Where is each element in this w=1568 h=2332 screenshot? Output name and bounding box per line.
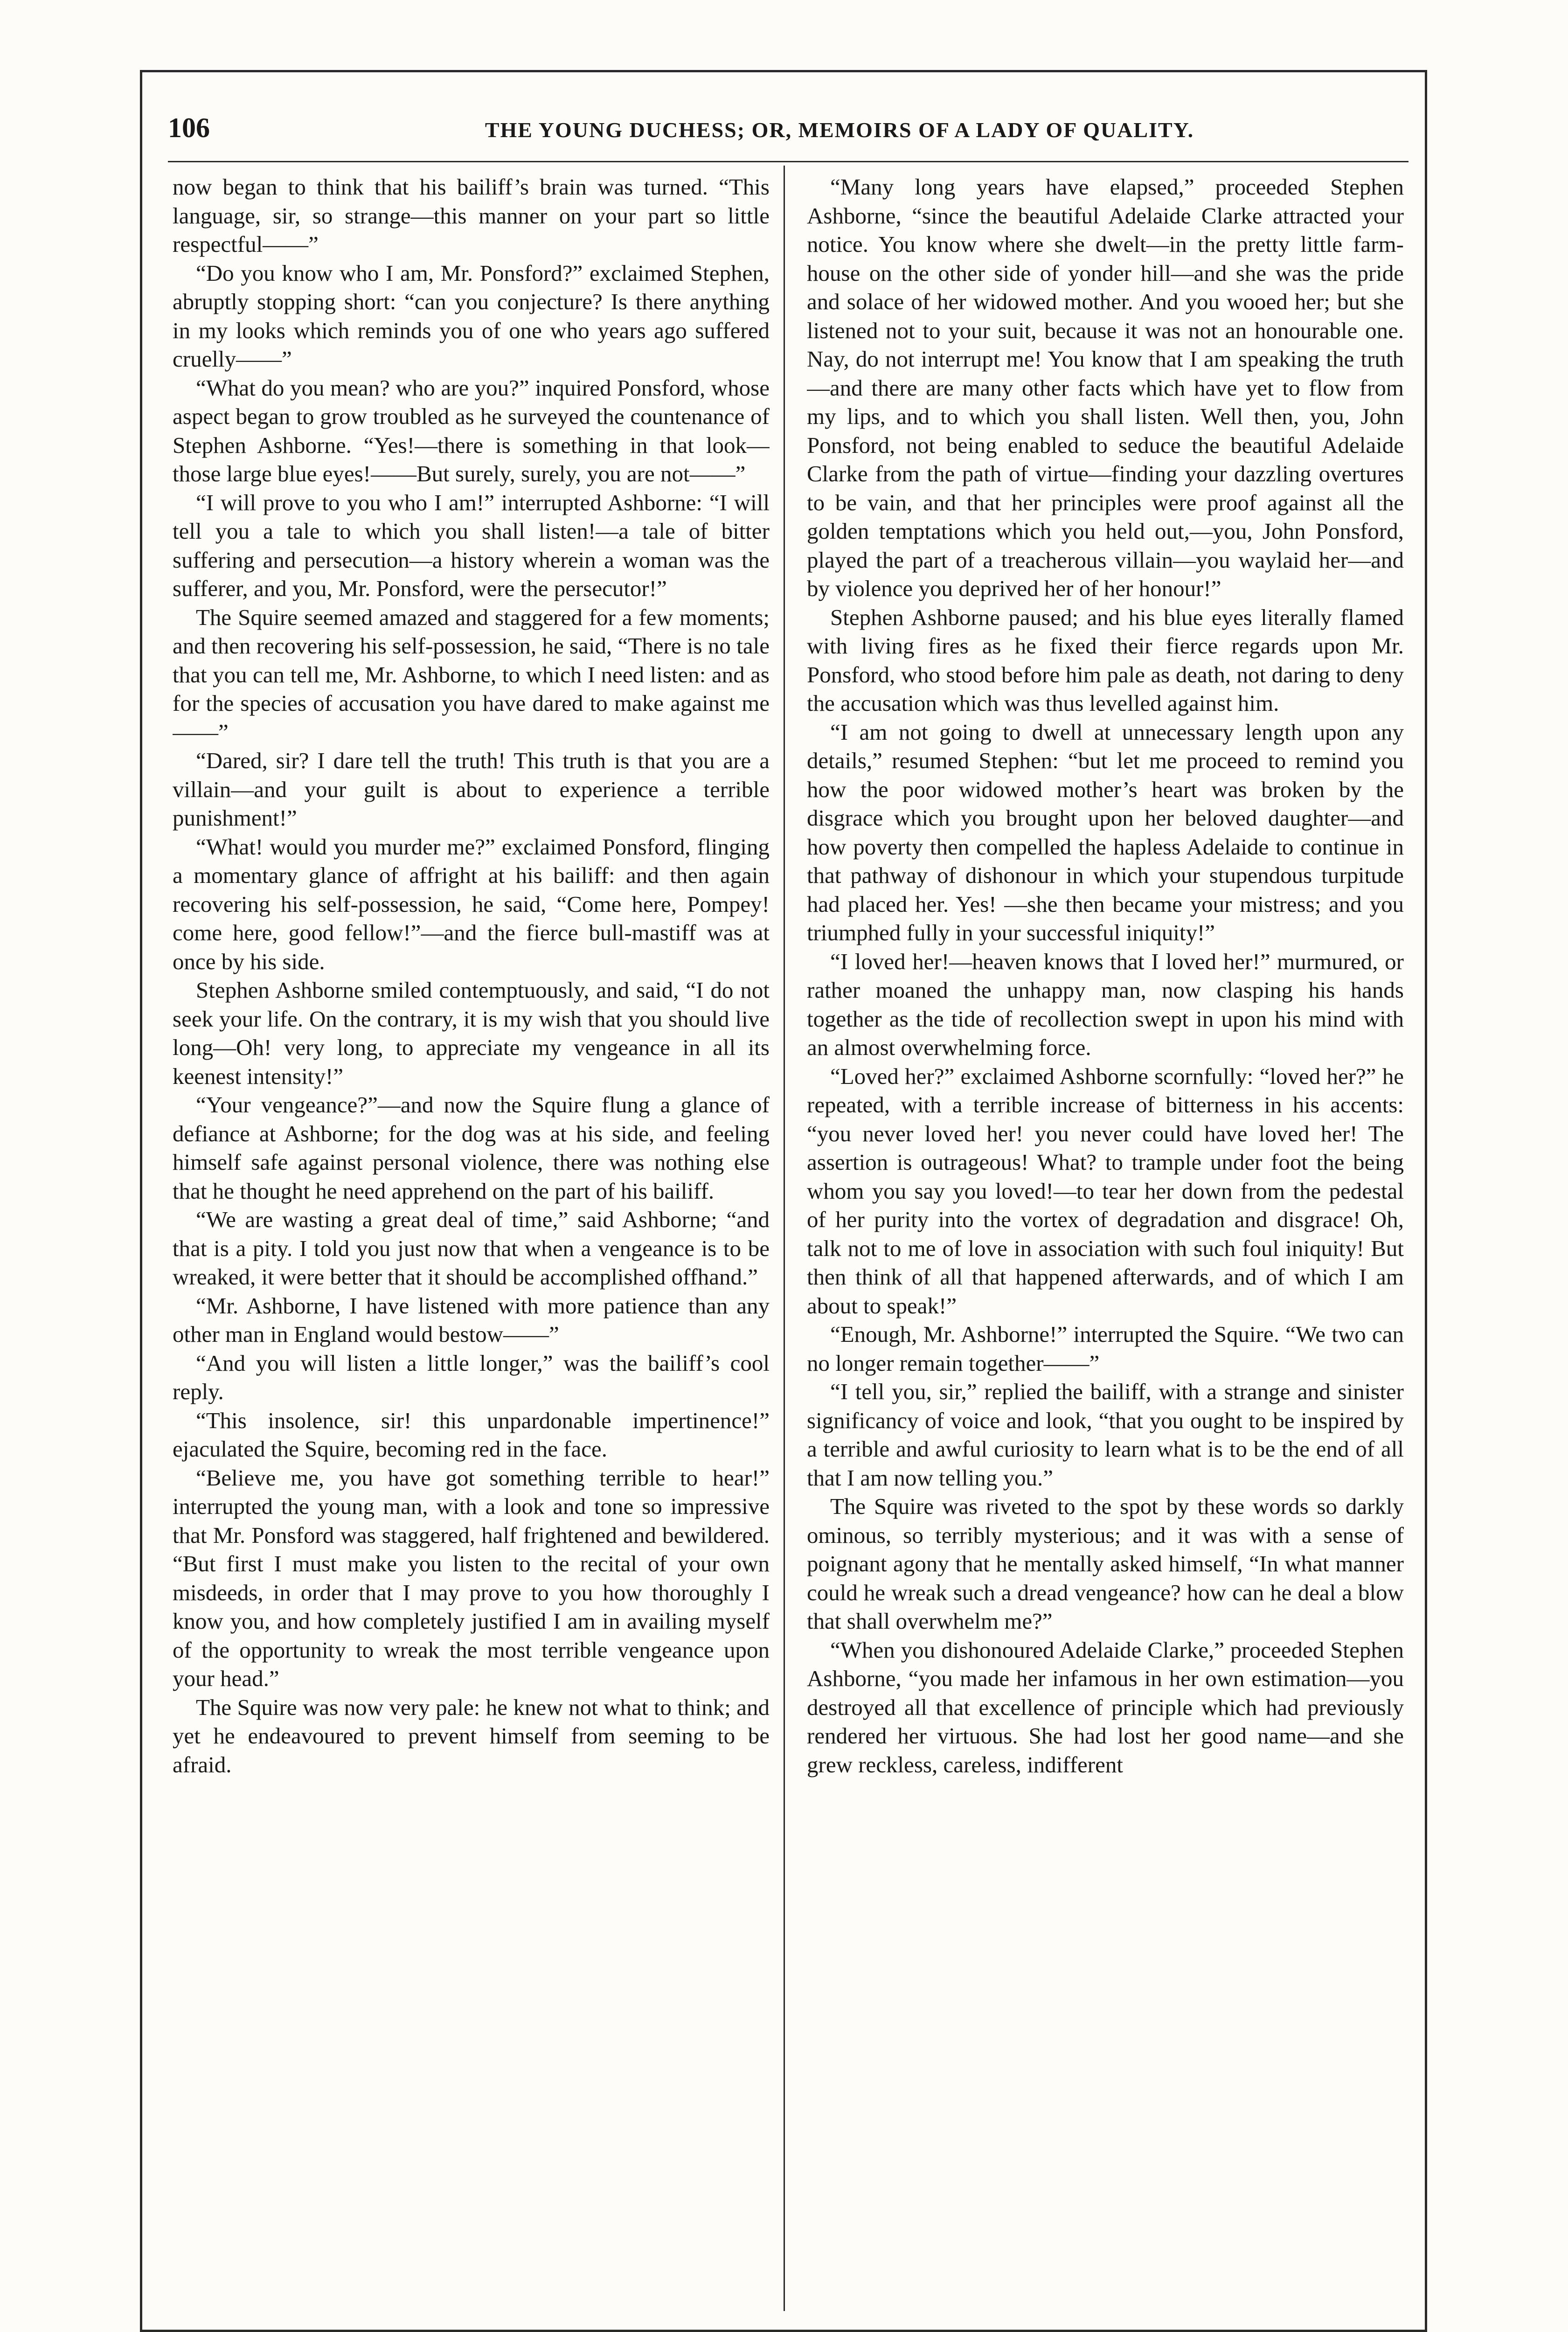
paragraph: “I loved her!—heaven knows that I loved her!” murmured, or rather moaned the unhappy man, now clasping his hands together as the tide of recollection swept in upon his mind with an almost overwhelming force. — [807, 948, 1404, 1060]
page-header — [168, 112, 1408, 149]
paragraph: “Your vengeance?”—and now the Squire flung a glance of defiance at Ashborne; for the dog was at his side, and feeling himself safe against personal violence, there was nothing else that he thought he need apprehend on the part of his bailiff. — [173, 1092, 770, 1204]
left-column — [173, 173, 770, 2299]
column-divider — [784, 166, 785, 2311]
paragraph: The Squire was riveted to the spot by these words so darkly ominous, so terribly mysterious; and it was with a sense of poignant agony that he mentally asked himself, “In what manner could he wreak such a dread vengeance? how can he deal a blow that shall overwhelm me?” — [807, 1493, 1404, 1634]
right-column — [807, 173, 1404, 2299]
paragraph: now began to think that his bailiff’s brain was turned. “This language, sir, so strange—this manner on your part so little respectful——” — [173, 174, 770, 257]
paragraph: “Many long years have elapsed,” proceeded Stephen Ashborne, “since the beautiful Adelaide Clarke attracted your notice. You know where she dwelt—in the pretty little farm-house on the other side of yonder hill—and she was the pride and solace of her widowed mother. And you wooed her; but she listened not to your suit, because it was not an honourable one. Nay, do not interrupt me! You know that I am speaking the truth—and there are many other facts which have yet to flow from my lips, and to which you shall listen. Well then, you, John Ponsford, not being enabled to seduce the beautiful Adelaide Clarke from the path of virtue—finding your dazzling overtures to be vain, and that her principles were proof against all the golden temptations which you held out,—you, John Ponsford, played the part of a treacherous villain—you waylaid her—and by violence you deprived her of her honour!” — [807, 174, 1404, 601]
paragraph: The Squire was now very pale: he knew not what to think; and yet he endeavoured to prevent himself from seeming to be afraid. — [173, 1694, 770, 1777]
paragraph: “I will prove to you who I am!” interrupted Ashborne: “I will tell you a tale to which you shall listen!—a tale of bitter suffering and persecution—a history wherein a woman was the sufferer, and you, Mr. Ponsford, were the persecutor!” — [173, 489, 770, 601]
paragraph: “Mr. Ashborne, I have listened with more patience than any other man in England would bestow——” — [173, 1292, 770, 1347]
paragraph: Stephen Ashborne smiled contemptuously, and said, “I do not seek your life. On the contrary, it is my wish that you should live long—Oh! very long, to appreciate my vengeance in all its keenest intensity!” — [173, 977, 770, 1089]
paragraph: “When you dishonoured Adelaide Clarke,” proceeded Stephen Ashborne, “you made her infamous in her own estimation—you destroyed all that excellence of principle which had previously rendered her virtuous. She had lost her good name—and she grew reckless, careless, indifferent — [807, 1637, 1404, 1777]
paragraph: “I tell you, sir,” replied the bailiff, with a strange and sinister significancy of voice and look, “that you ought to be inspired by a terrible and awful curiosity to learn what is to be the end of all that I am now telling you.” — [807, 1379, 1404, 1491]
paragraph: “We are wasting a great deal of time,” said Ashborne; “and that is a pity. I told you just now that when a vengeance is to be wreaked, it were better that it should be accomplished offhand.” — [173, 1207, 770, 1290]
header-rule — [168, 161, 1408, 162]
paragraph: “Loved her?” exclaimed Ashborne scornfully: “loved her?” he repeated, with a terrible increase of bitterness in his accents: “you never loved her! you never could have loved her! The assertion is outrageous! What? to trample under foot the being whom you say you loved!—to tear her down from the pedestal of her purity into the vortex of degradation and disgrace! Oh, talk not to me of love in association with such foul iniquity! But then think of all that happened afterwards, and of which I am about to speak!” — [807, 1063, 1404, 1319]
paragraph: The Squire seemed amazed and staggered for a few moments; and then recovering his self-possession, he said, “There is no tale that you can tell me, Mr. Ashborne, to which I need listen: and as for the species of accusation you have dared to make against me——” — [173, 604, 770, 745]
paragraph: Stephen Ashborne paused; and his blue eyes literally flamed with living fires as he fixed their fierce regards upon Mr. Ponsford, who stood before him pale as death, not daring to deny the accusation which was thus levelled against him. — [807, 604, 1404, 716]
paragraph: “I am not going to dwell at unnecessary length upon any details,” resumed Stephen: “but let me proceed to remind you how the poor widowed mother’s heart was broken by the disgrace which you brought upon her beloved daughter—and how poverty then compelled the hapless Adelaide to continue in that pathway of dishonour in which your stupendous turpitude had placed her. Yes! —she then became your mistress; and you triumphed fully in your successful iniquity!” — [807, 719, 1404, 945]
paragraph: “What! would you murder me?” exclaimed Ponsford, flinging a momentary glance of affright at his bailiff: and then again recovering his self-possession, he said, “Come here, Pompey! come here, good fellow!”—and the fierce bull-mastiff was at once by his side. — [173, 833, 770, 974]
border-right-rule — [1425, 70, 1427, 2332]
paragraph: “And you will listen a little longer,” was the bailiff’s cool reply. — [173, 1350, 770, 1404]
paragraph: “Do you know who I am, Mr. Ponsford?” exclaimed Stephen, abruptly stopping short: “can you conjecture? Is there anything in my looks which reminds you of one who years ago suffered cruelly——” — [173, 260, 770, 372]
paragraph: “Enough, Mr. Ashborne!” interrupted the Squire. “We two can no longer remain together——” — [807, 1321, 1404, 1376]
paragraph: “Believe me, you have got something terrible to hear!” interrupted the young man, with a look and tone so impressive that Mr. Ponsford was staggered, half frightened and bewildered. “But first I must make you listen to the recital of your own misdeeds, in order that I may prove to you how thoroughly I know you, and how completely justified I am in availing myself of the opportunity to wreak the most terrible vengeance upon your head.” — [173, 1464, 770, 1691]
paragraph: “What do you mean? who are you?” inquired Ponsford, whose aspect began to grow troubled as he surveyed the countenance of Stephen Ashborne. “Yes!—there is something in that look—those large blue eyes!——But surely, surely, you are not——” — [173, 375, 770, 486]
border-bottom-rule — [140, 2330, 1427, 2332]
running-title: THE YOUNG DUCHESS; OR, MEMOIRS OF A LADY OF QUALITY. — [485, 118, 1194, 142]
page-number: 106 — [168, 112, 210, 143]
paragraph: “This insolence, sir! this unpardonable impertinence!” ejaculated the Squire, becoming red in the face. — [173, 1407, 770, 1462]
paragraph: “Dared, sir? I dare tell the truth! This truth is that you are a villain—and your guilt is about to experience a terrible punishment!” — [173, 748, 770, 831]
border-left-rule — [140, 70, 142, 2332]
border-top-rule — [140, 70, 1427, 72]
